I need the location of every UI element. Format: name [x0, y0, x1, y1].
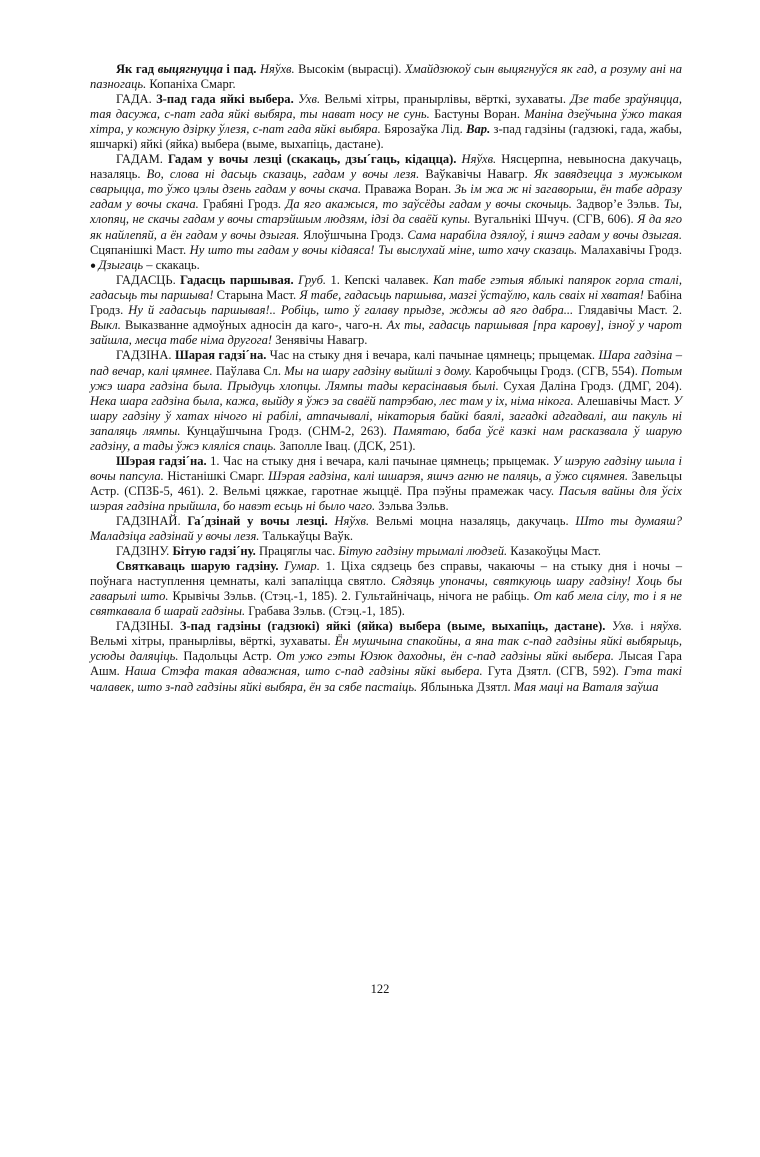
entry-text: Задвор’е Зэльв. [571, 197, 664, 212]
entry-text: – скакаць. [143, 257, 200, 272]
entry-example: Ён мушчына спакойны, а яна так с-пад гадзіны яйкі выбярыць, усюды даляціць. [90, 634, 682, 664]
entry-example: Ты, хлопяц, не скачы гадам у вочы старэйшым людзям, ідзі да сваёй купы. [90, 197, 682, 227]
entry-text: Вельмі хітры, пранырлівы, вёрткі, зухаваты. [320, 92, 571, 107]
entry-text: Грабяні Гродз. [198, 197, 286, 212]
entry-text: ГАДЗІНЫ. [116, 619, 180, 634]
entry-example: няўхв. [650, 619, 683, 634]
entry-text: Гута Дзятл. (СГВ, 592). [482, 664, 625, 679]
entry-text: Бастуны Воран. [429, 107, 525, 122]
entry-text: Кунцаўшчына Гродз. (СНМ-2, 263). [180, 423, 394, 438]
entry-example: Груб. [298, 273, 327, 288]
entry-example: Кап табе гэтыя яблыкі папярок горла сталі, гадасьць ты паршыва! [90, 273, 683, 303]
entry-text: Каробчыцы Гродз. (СГВ, 554). [471, 363, 642, 378]
entry-label: выцягнуцца [157, 62, 223, 76]
entry-text: з-пад гадзіны (гадзюкі, гада, жабы, яшчаркі) яйкі (яйка) выбера (выме, выхапіць, дастане). [90, 122, 682, 152]
entry-headword: Бітую гадзі´ну. [172, 544, 256, 559]
entry-text: ГАДЗІНУ. [116, 544, 173, 559]
entry-headword: Гадам у вочы лезці (скакаць, дзы´гаць, кідацца). [167, 152, 457, 167]
entry-text: Завельцы Астр. (СПЗБ-5, 461). 2. Вельмі цяжкае, гаротнае жыццё. Пра пэўны прамежак часу. [90, 468, 682, 498]
entry-example: Ухв. [611, 619, 634, 634]
entry-example: От ужо гэты Юзюк даходны, ён с-пад гадзіны яйкі выбера. [276, 649, 614, 664]
entry-example: Маніна дзеўчына ўжо такая хітра, у кожную дзірку ўлезя, с-пат гада яйкі выбяра. [90, 107, 682, 137]
entry-example: Наша Стэфа такая адважная, што с-пад гадзіны яйкі выбера. [124, 664, 483, 679]
entry-example: Хмайдзюкоў сын выцягнуўся як гад, а розуму ані на пазногаць. [90, 62, 682, 92]
entry-example: Мы на шару гадзіну выйшлі з дому. [284, 363, 472, 378]
entry-text: Час на стыку дня і вечара, калі пачынае цямнець; прыцемак. [266, 348, 599, 363]
entry-example: Выкл. [90, 318, 121, 333]
entry-headword: Гадасць паршывая. [180, 273, 294, 288]
entry-text: Бабіна Гродз. [90, 288, 682, 318]
entry-example: Да яго акажыся, то заўсёды гадам у вочы скочыць. [285, 197, 572, 212]
entry-headword: Шэрая гадзі´на. [116, 453, 207, 468]
dictionary-entries [90, 62, 682, 695]
entry-headword: Га´дзінай у вочы лезці. [187, 514, 328, 528]
entry-headword: і пад. [222, 62, 260, 76]
entry-example: Я табе, гадасьць паршыва, мазгі ўстаўлю, каль сваіх ні хватая! [299, 288, 644, 303]
entry-headword: З-пад гадзіны (гадзюкі) яйкі (яйка) выбера (выме, выхапіць, дастане). [179, 619, 606, 634]
entry-text: Зэльва Зэльв. [375, 498, 449, 513]
entry-example: Дзыгаць [98, 257, 144, 272]
entry-text: ГАДАСЦЬ. [116, 273, 181, 288]
entry-text: Падольцы Астр. [178, 649, 277, 664]
entry-text: Вельмі хітры, пранырлівы, вёрткі, зухаваты. [90, 634, 335, 649]
entry-text: ГАДЗІНАЙ. [116, 514, 188, 528]
entry-example: Ах ты, гадасць паршывая [пра карову], ізноў у чарот зайшла, месца табе німа другога! [90, 318, 682, 348]
entry-text: Крывічы Зэльв. (Стэц.-1, 185). 2. Гультайнічаць, нічога не рабіць. [168, 589, 534, 604]
entry-example: Бітую гадзіну трымалі людзей. [338, 544, 508, 559]
entry-text: Паўлава Сл. [212, 363, 285, 378]
entry-example: Што ты думаяш? Маладзіца гадзінай у вочы лезя. [90, 514, 682, 544]
entry-example: Нека шара гадзіна была, кажа, выйду я ўжэ за сваёй патрэбаю, лес там у іх, німа нікога. [90, 393, 574, 408]
entry-text: Яблынька Дзятл. [417, 679, 514, 694]
entry-example: Ну й гадасьць паршывая!.. Робіць, што ў галаву прыдзе, жджы ад яго дабра... [128, 303, 574, 318]
entry-example: Потым ужэ шара гадзіна была. Прыдуць хлопцы. Лямпы тады керасінавыя былі. [90, 363, 683, 393]
entry-text: Нясцерпна, невыносна дакучаць, назаляць. [90, 152, 683, 182]
entry-text: Копаніха Смарг. [146, 77, 236, 92]
entry-example: Гумар. [284, 559, 320, 574]
entry-text: Высокім (вырасці). [294, 62, 405, 76]
entry-text: Глядавічы Маст. 2. [573, 303, 682, 318]
entry-text: і [633, 619, 651, 634]
dictionary-entry [90, 559, 682, 619]
entry-text: Лысая Гара Ашм. [90, 649, 682, 679]
entry-example: Мая маці на Ваталя заўша [513, 679, 659, 694]
entry-text: Сухая Даліна Гродз. (ДМГ, 204). [498, 378, 682, 393]
entry-text: Вельмі моцна назаляць, дакучаць. [369, 514, 576, 528]
page-number: 122 [370, 982, 390, 996]
entry-text: Алешавічы Маст. [573, 393, 674, 408]
entry-headword: З-пад гада яйкі выбера. [156, 92, 294, 107]
bullet-icon: ● [90, 260, 99, 272]
entry-text: Казакоўцы Маст. [507, 544, 601, 559]
entry-example: Во, слова ні дасьць сказаць, гадам у вочы лезя. [146, 167, 420, 182]
entry-text: 1. Час на стыку дня і вечара, калі пачынае цямнець; прыцемак. [206, 453, 553, 468]
entry-example: Як завядзецца з мужыком сварыцца, то ўжо цэлы дзень гадам у вочы скача. [90, 167, 682, 197]
dictionary-entry [90, 62, 682, 92]
entry-text: 1. Ціха сядзець без справы, чакаючы – на стыку дня і ночы – поўнага наступлення цемнаты, калі запаліцца святло. [90, 559, 682, 589]
entry-example: Няўхв. [334, 514, 370, 528]
entry-headword: Як гад [116, 62, 158, 76]
entry-text: Ваўкавічы Навагр. [419, 167, 534, 182]
entry-text: Ялоўшчына Гродз. [299, 227, 408, 242]
entry-example: От каб мела сілу, то і я не святкавала б шарай гадзіны. [90, 589, 682, 619]
entry-text: Працяглы час. [255, 544, 339, 559]
entry-text: Ністанішкі Смарг. [163, 468, 269, 483]
entry-text: Заполле Івац. (ДСК, 251). [276, 438, 416, 453]
dictionary-entry [90, 273, 682, 348]
entry-text: Малахавічы Гродз. [577, 242, 682, 257]
entry-label: Вар. [466, 122, 491, 137]
entry-example: Зь ім жа ж ні загаворыш, ён табе адразу гадам у вочы скача. [90, 182, 682, 212]
dictionary-entry [90, 348, 682, 453]
entry-example: Сядзяць упоначы, святкуюць шару гадзіну! Хоць бы гаварылі што. [90, 574, 682, 604]
dictionary-entry [90, 544, 682, 559]
entry-text: ГАДЗІНА. [116, 348, 175, 363]
entry-text: Сцяпанішкі Маст. [90, 242, 190, 257]
entry-example: Ухв. [298, 92, 321, 107]
entry-text [328, 514, 335, 528]
entry-text: Талькаўцы Ваўк. [259, 529, 354, 544]
dictionary-entry [90, 152, 682, 273]
entry-example: Пасьля вайны для ўсіх шэрая гадзіна прыйшла, бо навэт есьць ні было чаго. [90, 483, 682, 513]
entry-example: Сама нарабіла дзялоў, і яшчэ гадам у вочы дзыгая. [407, 227, 683, 242]
entry-example: У шару гадзіну ў хатах нічого ні рабілі, атпачывалі, нікаторыя байкі баялі, загадкі адгадвалі, аш пакуль ні запаляць лямпы. [90, 393, 682, 438]
entry-headword: Святкаваць шарую гадзіну. [116, 559, 279, 574]
entry-example: Памятаю, баба ўсё казкі нам расказвала ў шарую гадзіну, а тады ўжэ кляліся спаць. [90, 423, 682, 453]
entry-example: Я да яго як найлепяй, а ён гадам у вочы дзыгая. [90, 212, 682, 242]
entry-text: Праважа Воран. [361, 182, 455, 197]
entry-example: Няўхв. [461, 152, 497, 167]
entry-text: Старына Маст. [213, 288, 300, 303]
entry-example: У шэрую гадзіну шыла і вочы папсула. [90, 453, 682, 483]
entry-text: ГАДА. [116, 92, 157, 107]
entry-example: Шэрая гадзіна, калі шшарэя, яшчэ агню не паляць, а ўжо сцямнея. [268, 468, 629, 483]
entry-example: Дзе табе зраўняцца, тая дасужа, с-пат гада яйкі выбяра, ты нават носу не сунь. [90, 92, 683, 122]
entry-text: ГАДАМ. [116, 152, 168, 167]
entry-example: Няўхв. [260, 62, 295, 76]
entry-text: Зенявічы Навагр. [272, 333, 368, 348]
entry-text: Выказванне адмоўных адносін да каго-, чаго-н. [120, 318, 387, 333]
entry-example: Ну што ты гадам у вочы кідаяса! Ты выслухай міне, што хачу сказаць. [189, 242, 578, 257]
entry-headword: Шарая гадзі´на. [175, 348, 267, 363]
entry-text: 1. Кепскі чалавек. [326, 273, 434, 288]
entry-example: Гэта такі чалавек, што з-пад гадзіны яйкі выбяра, ён за сябе пастаіць. [90, 664, 682, 694]
dictionary-entry [90, 514, 682, 544]
dictionary-entry [90, 92, 682, 152]
dictionary-entry [90, 454, 682, 514]
entry-text: Вугальнікі Шчуч. (СГВ, 606). [470, 212, 638, 227]
entry-example: Шара гадзіна – пад вечар, калі цямнее. [90, 348, 682, 378]
dictionary-entry [90, 619, 682, 694]
entry-text: Бярозаўка Лід. [380, 122, 467, 137]
entry-text: Грабава Зэльв. (Стэц.-1, 185). [245, 604, 405, 619]
